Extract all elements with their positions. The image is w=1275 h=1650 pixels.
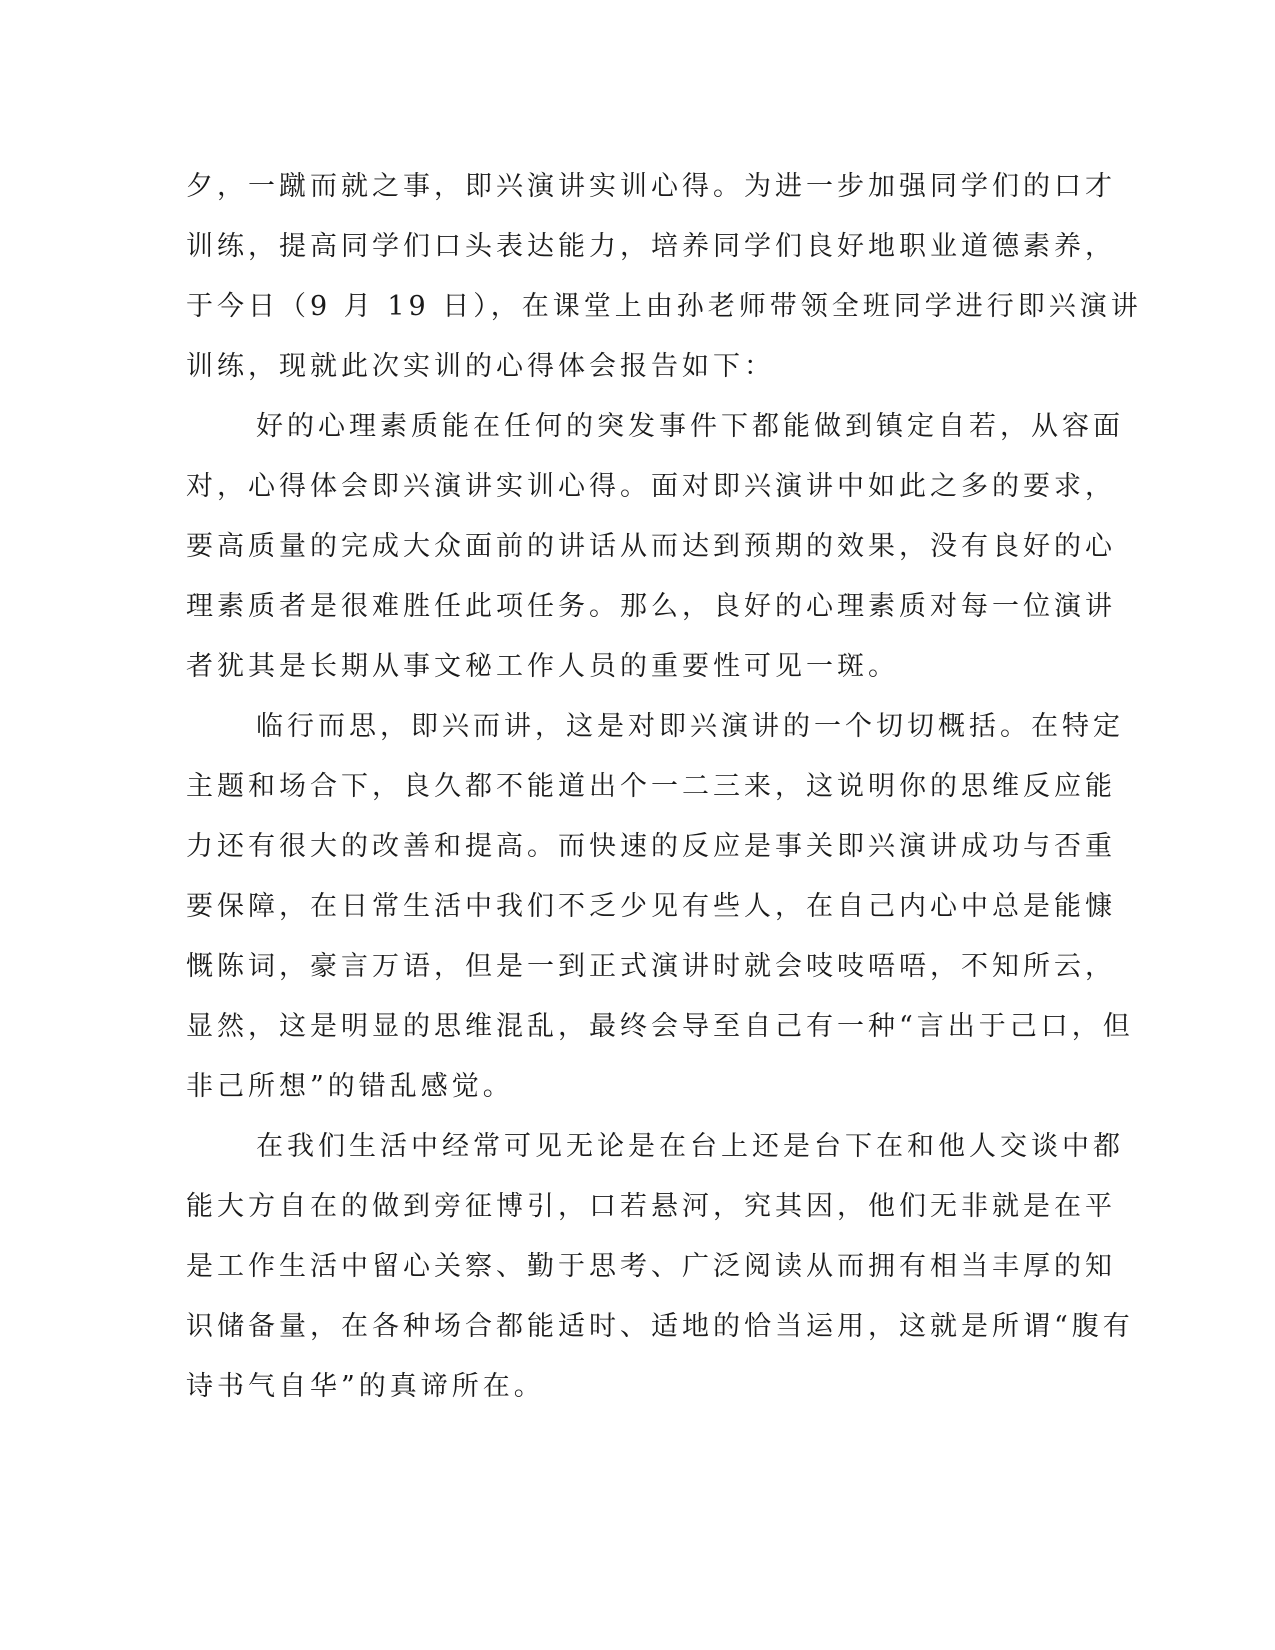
text-line: 夕，一蹴而就之事，即兴演讲实训心得。为进一步加强同学们的口才	[186, 171, 1116, 202]
paragraph-4	[186, 1117, 1134, 1417]
text-line: 诗书气自华”的真谛所在。	[186, 1371, 545, 1402]
text-line: 要保障，在日常生活中我们不乏少见有些人，在自己内心中总是能慷	[186, 891, 1116, 922]
text-line: 能大方自在的做到旁征博引，口若悬河，究其因，他们无非就是在平	[186, 1191, 1116, 1222]
text-line: 训练，现就此次实训的心得体会报告如下：	[186, 351, 775, 382]
text-line: 非己所想”的错乱感觉。	[186, 1071, 514, 1102]
document-body	[186, 157, 1142, 1417]
text-line: 者犹其是长期从事文秘工作人员的重要性可见一斑。	[186, 651, 899, 682]
text-line: 显然，这是明显的思维混乱，最终会导至自己有一种“言出于己口，但	[186, 1011, 1134, 1042]
text-line: 理素质者是很难胜任此项任务。那么，良好的心理素质对每一位演讲	[186, 591, 1116, 622]
paragraph-1	[186, 157, 1142, 397]
text-line: 慨陈词，豪言万语，但是一到正式演讲时就会吱吱唔唔，不知所云，	[186, 951, 1116, 982]
text-line: 力还有很大的改善和提高。而快速的反应是事关即兴演讲成功与否重	[186, 831, 1116, 862]
text-line: 主题和场合下，良久都不能道出个一二三来，这说明你的思维反应能	[186, 771, 1116, 802]
text-line: 训练，提高同学们口头表达能力，培养同学们良好地职业道德素养，	[186, 231, 1116, 262]
text-line: 对，心得体会即兴演讲实训心得。面对即兴演讲中如此之多的要求，	[186, 471, 1116, 502]
text-line: 要高质量的完成大众面前的讲话从而达到预期的效果，没有良好的心	[186, 531, 1116, 562]
text-line: 在我们生活中经常可见无论是在台上还是台下在和他人交谈中都	[256, 1131, 1124, 1162]
text-line: 临行而思，即兴而讲，这是对即兴演讲的一个切切概括。在特定	[256, 711, 1124, 742]
paragraph-2	[186, 397, 1124, 697]
paragraph-3	[186, 697, 1134, 1117]
text-line: 好的心理素质能在任何的突发事件下都能做到镇定自若，从容面	[256, 411, 1124, 442]
text-line: 识储备量，在各种场合都能适时、适地的恰当运用，这就是所谓“腹有	[186, 1311, 1134, 1342]
text-line: 是工作生活中留心关察、勤于思考、广泛阅读从而拥有相当丰厚的知	[186, 1251, 1116, 1282]
text-line: 于今日（9 月 19 日），在课堂上由孙老师带领全班同学进行即兴演讲	[186, 291, 1142, 322]
